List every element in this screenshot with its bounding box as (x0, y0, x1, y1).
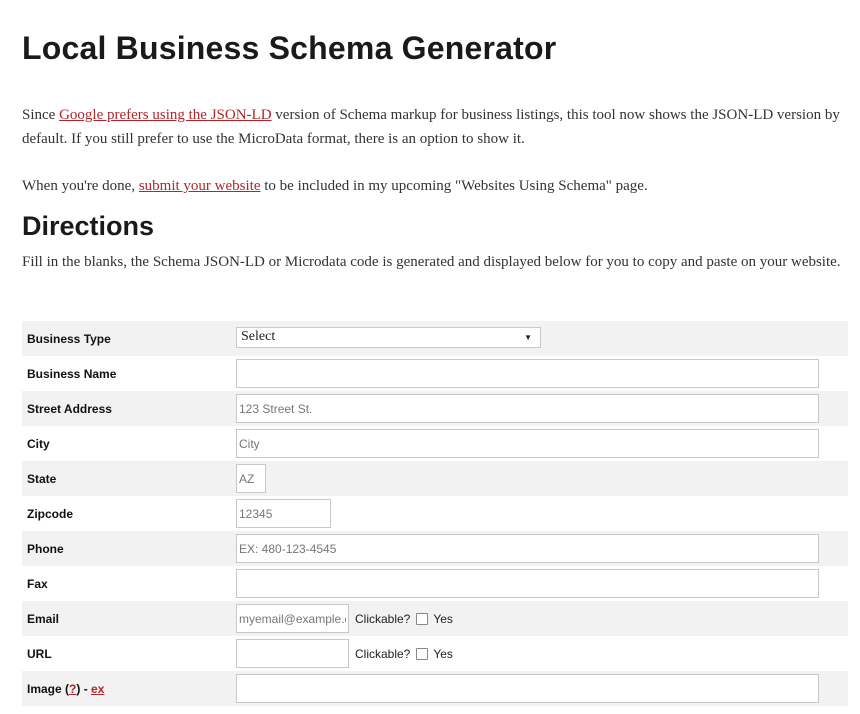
business-name-input[interactable] (236, 359, 819, 388)
form-row-business-type (22, 321, 848, 356)
form-row-zipcode (22, 496, 848, 531)
image-label-separator: ) - (76, 681, 92, 696)
intro-paragraph-json-ld (22, 103, 848, 151)
state-input[interactable] (236, 464, 266, 493)
phone-label: Phone (22, 531, 236, 566)
form-row-street-address (22, 391, 848, 426)
email-clickable-option (355, 612, 453, 626)
email-yes-label: Yes (433, 611, 453, 626)
business-type-selected-value: Select (241, 329, 276, 344)
form-row-business-name (22, 356, 848, 391)
google-json-ld-link[interactable]: Google prefers using the JSON-LD (59, 107, 272, 123)
image-label (22, 671, 236, 706)
url-clickable-checkbox[interactable] (416, 648, 428, 660)
image-url-input[interactable] (236, 674, 819, 703)
form-row-phone (22, 531, 848, 566)
url-field-wrap (236, 639, 848, 668)
intro-text: When you're done, (22, 178, 139, 194)
email-clickable-checkbox[interactable] (416, 613, 428, 625)
fax-input[interactable] (236, 569, 819, 598)
street-address-input[interactable] (236, 394, 819, 423)
intro-text: version of Schema markup for business listings, this tool now shows the JSON-LD version by default. If you still prefer to use the MicroData format, there is an option to show it. (22, 107, 840, 147)
url-clickable-label: Clickable? (355, 646, 411, 661)
directions-text: Fill in the blanks, the Schema JSON-LD or Microdata code is generated and displayed below for you to copy and paste on your website. (22, 254, 841, 270)
business-type-select[interactable] (236, 327, 541, 348)
form-row-state (22, 461, 848, 496)
street-address-label: Street Address (22, 391, 236, 426)
dropdown-arrow-icon: ▼ (524, 332, 532, 342)
intro-text: to be included in my upcoming "Websites Using Schema" page. (260, 178, 648, 194)
city-label: City (27, 436, 50, 451)
url-clickable-option (355, 647, 453, 661)
phone-input[interactable] (236, 534, 819, 563)
email-input[interactable] (236, 604, 349, 633)
page-title: Local Business Schema Generator (22, 30, 557, 66)
image-label-text: Image ( (27, 681, 70, 696)
form-row-fax (22, 566, 848, 601)
email-label: Email (22, 601, 236, 636)
url-yes-label: Yes (433, 646, 453, 661)
url-label: URL (27, 646, 52, 661)
url-input[interactable] (236, 639, 349, 668)
city-input[interactable] (236, 429, 819, 458)
zipcode-input[interactable] (236, 499, 331, 528)
state-label: State (22, 461, 236, 496)
email-field-wrap (236, 604, 848, 633)
intro-text: Since (22, 107, 60, 123)
directions-heading: Directions (22, 211, 155, 241)
intro-paragraph-submit (22, 174, 848, 198)
form-row-image (22, 671, 848, 706)
form-row-url (22, 636, 848, 671)
form-row-email (22, 601, 848, 636)
image-example-link[interactable]: ex (91, 681, 105, 696)
business-name-label: Business Name (27, 366, 117, 381)
business-type-label: Business Type (22, 321, 236, 356)
business-form-table (22, 321, 848, 706)
fax-label: Fax (27, 576, 48, 591)
submit-website-link[interactable]: submit your website (138, 178, 261, 194)
zipcode-label: Zipcode (27, 506, 74, 521)
email-clickable-label: Clickable? (355, 611, 411, 626)
form-row-city (22, 426, 848, 461)
image-help-link[interactable]: ? (69, 681, 77, 696)
